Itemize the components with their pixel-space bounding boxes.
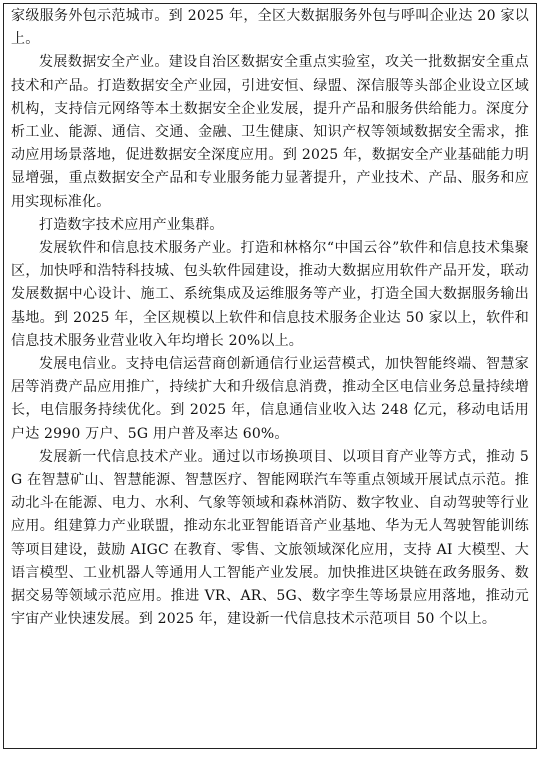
paragraph-data-security: 发展数据安全产业。建设自治区数据安全重点实验室，攻关一批数据安全重点技术和产品。打造数据安全产业园，引进安恒、绿盟、深信服等头部企业设立区域机构，支持信元网络等本土数据安全企业发展，提升产品和服务供给能力。深度分析工业、能源、通信、交通、金融、卫生健康、知识产权等领域数据安全需求，推动应用场景落地，促进数据安全深度应用。到 2025 年，数据安全产业基础能力明显增强，重点数据安全产品和专业服务能力显著提升，产业技术、产品、服务和应用实现标准化。	[11, 54, 529, 210]
paragraph-new-gen-it: 发展新一代信息技术产业。通过以市场换项目、以项目育产业等方式，推动 5G 在智慧矿山、智慧能源、智慧医疗、智能网联汽车等重点领域开展试点示范。推动北斗在能源、电力、水利、气象等领域和森林消防、数字牧业、自动驾驶等行业应用。组建算力产业联盟，推动东北亚智能语音产业基地、华为无人驾驶智能训练等项目建设，鼓励 AIGC 在教育、零售、文旅领域深化应用，支持 AI 大模型、大语言模型、工业机器人等通用人工智能产业发展。加快推进区块链在政务服务、数据交易等领域示范应用。推进 VR、AR、5G、数字孪生等场景应用落地，推动元宇宙产业快速发展。到 2025 年，建设新一代信息技术示范项目 50 个以上。	[11, 448, 529, 628]
document-frame	[3, 3, 537, 749]
paragraph-software-services: 发展软件和信息技术服务产业。打造和林格尔“中国云谷”软件和信息技术集聚区，加快呼和浩特科技城、包头软件园建设，推动大数据应用软件产品开发，联动发展数据中心设计、施工、系统集成及运维服务等产业，打造全国大数据服务输出基地。到 2025 年，全区规模以上软件和信息技术服务企业达 50 家以上，软件和信息技术服务业营业收入年均增长 20%以上。	[11, 240, 529, 349]
paragraph-telecom: 发展电信业。支持电信运营商创新通信行业运营模式，加快智能终端、智慧家居等消费产品应用推广，持续扩大和升级信息消费，推动全区电信业务总量持续增长，电信服务持续优化。到 2025 年，信息通信业收入达 248 亿元，移动电话用户达 2990 万户、5G 用户普及率达 60%。	[11, 356, 529, 442]
paragraph-outsourcing-tail: 家级服务外包示范城市。到 2025 年，全区大数据服务外包与呼叫企业达 20 家以上。	[11, 8, 529, 48]
paragraph-heading-digital-tech: 打造数字技术应用产业集群。	[39, 216, 224, 233]
